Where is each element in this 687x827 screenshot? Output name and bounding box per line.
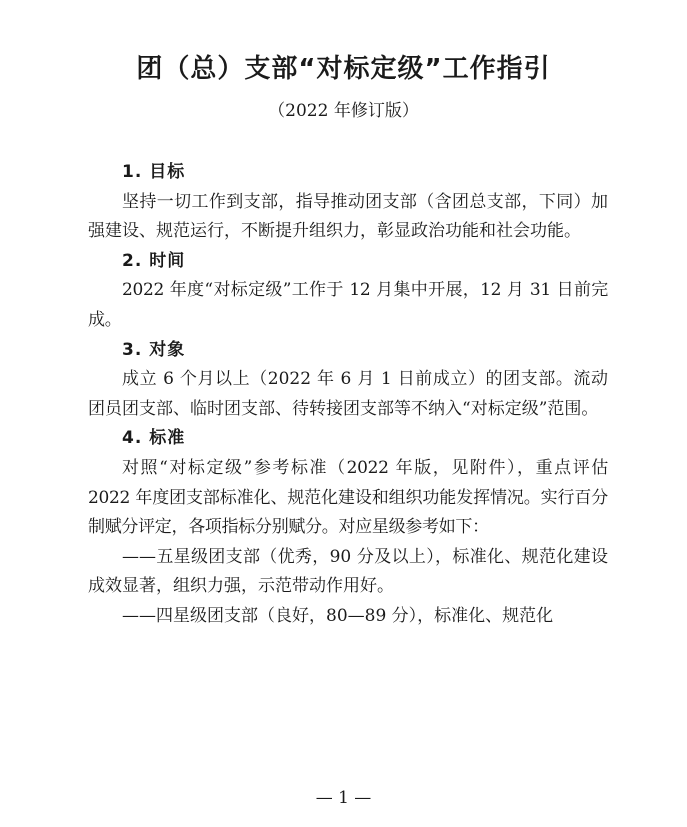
section-paragraph: 坚持一切工作到支部，指导推动团支部（含团总支部，下同）加强建设、规范运行，不断提升组织力，彰显政治功能和社会功能。 [88,191,608,242]
section-heading-time: 2. 时间 [122,250,186,271]
document-subtitle: （2022 年修订版） [268,101,419,121]
section-heading-target: 3. 对象 [122,339,186,360]
section-heading-goal: 1. 目标 [122,162,186,182]
section-paragraph: 成立 6 个月以上（2022 年 6 月 1 日前成立）的团支部。流动团员团支部、临时团支部、待转接团支部等不纳入“对标定级”范围。 [88,369,608,419]
section-heading-standard: 4. 标准 [122,428,186,449]
section-paragraph: 对照“对标定级”参考标准（2022 年版，见附件），重点评估 2022 年度团支部标准化、规范化建设和组织功能发挥情况。实行百分制赋分评定，各项指标分别赋分。对应星级参考如下： [88,457,608,538]
page-number: — 1 — [315,788,372,808]
section-paragraph: ——四星级团支部（良好，80—89 分），标准化、规范化 [122,605,554,626]
section-paragraph: ——五星级团支部（优秀，90 分及以上），标准化、规范化建设成效显著，组织力强，示范带动作用好。 [88,546,608,597]
section-paragraph: 2022 年度“对标定级”工作于 12 月集中开展，12 月 31 日前完成。 [88,280,608,330]
document-body [88,158,608,632]
document-title: 团（总）支部“对标定级”工作指引 [136,54,551,84]
